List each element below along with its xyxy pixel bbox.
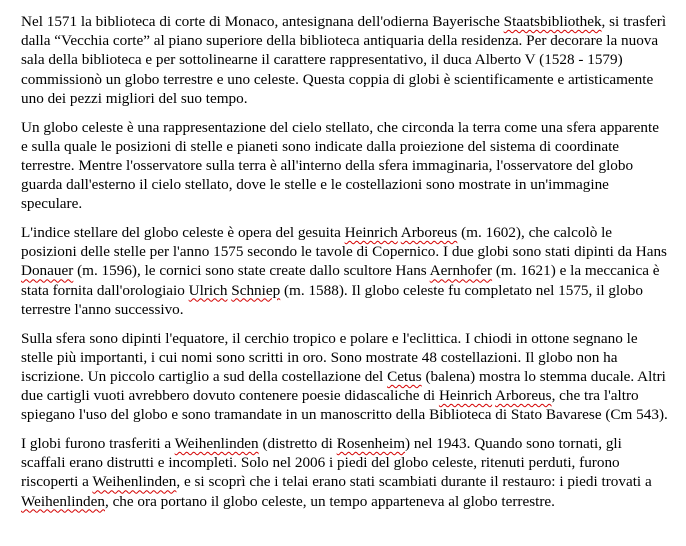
- paragraph-text: (m. 1596), le cornici sono state create dallo scultore Hans: [73, 262, 430, 280]
- document-body[interactable]: [21, 12, 669, 520]
- paragraph-text: Un globo celeste è una rappresentazione del cielo stellato, che circonda la terra come una sfera apparente e sulla quale le posizioni di stelle e pianeti sono indicate dalla proiezione del sistema di coordinate terrestre. Mentre l'osservatore sulla terra è all'interno della sfera immaginaria, l'osservatore del globo guarda dall'esterno il cielo stellato, dove le stelle e le costellazioni sono mostrate in un'immagine speculare.: [21, 118, 659, 213]
- document-paragraph: [21, 329, 669, 425]
- misspelled-word: Ulrich: [188, 281, 228, 299]
- paragraph-text: Sulla sfera sono dipinti l'equatore, il cerchio tropico e polare e l'eclittica. I chiodi in ottone segnano le stelle più importanti, i cui nomi sono scritti in oro. Sono mostrate 48 costellazioni. Il globo non ha iscrizione. Un piccolo cartiglio a sud della costellazione del: [21, 329, 638, 385]
- paragraph-text: (m. 1621) e la meccanica è stata fornita dall'orologiaio: [21, 262, 660, 299]
- misspelled-word: Arboreus: [400, 224, 458, 242]
- misspelled-word: Heinrich: [438, 387, 493, 405]
- misspelled-word: Weihenlinden: [21, 492, 105, 510]
- paragraph-text: I globi furono trasferiti a: [21, 435, 175, 453]
- paragraph-text: Nel 1571 la biblioteca di corte di Monaco, antesignana dell'odierna Bayerische: [21, 13, 504, 30]
- document-paragraph: [21, 223, 669, 319]
- document-paragraph: [21, 118, 669, 214]
- paragraph-text: , che tra l'altro spiegano l'uso del globo e sono tramandate in un manoscritto della Biblioteca di Stato Bavarese (Cm 543).: [21, 387, 668, 424]
- misspelled-word: Aernhofer: [429, 262, 493, 280]
- misspelled-word: Staatsbibliothek: [503, 13, 602, 30]
- document-paragraph: [21, 12, 669, 108]
- paragraph-text: ) nel 1943. Quando sono tornati, gli scaffali erano distrutti e incompleti. Solo nel 2006 i piedi del globo celeste, ritenuti perduti, furono riscoperti a: [21, 435, 622, 491]
- misspelled-word: Heinrich: [344, 224, 398, 242]
- misspelled-word: Weihenlinden: [92, 473, 177, 491]
- misspelled-word: Donauer: [21, 262, 74, 280]
- misspelled-word: Schniep: [231, 281, 281, 299]
- paragraph-text: (distretto di: [258, 435, 337, 453]
- paragraph-text: , si trasferì dalla “Vecchia corte” al piano superiore della biblioteca antiquaria della residenza. Per decorare la nuova sala della biblioteca e per sottolinearne il carattere rappresentativo, il duca Alberto V (1528 - 1579) commissionò un globo terrestre e uno celeste. Questa coppia di globi è scientificamente e artisticamente uno dei pezzi migliori del suo tempo.: [21, 13, 667, 107]
- document-paragraph: [21, 434, 669, 511]
- misspelled-word: Arboreus: [495, 387, 552, 405]
- misspelled-word: Weihenlinden: [174, 435, 259, 453]
- paragraph-text: (m. 1588). Il globo celeste fu completato nel 1575, il globo terrestre l'anno successivo.: [21, 281, 643, 318]
- paragraph-text: , e si scoprì che i telai erano stati scambiati durante il restauro: i piedi trovati a: [176, 473, 652, 491]
- paragraph-text: L'indice stellare del globo celeste è opera del gesuita: [21, 224, 345, 242]
- misspelled-word: Rosenheim: [336, 435, 406, 453]
- paragraph-text: (balena) mostra lo stemma ducale. Altri due cartigli vuoti avrebbero dovuto contenere poesie didascaliche di: [21, 367, 666, 405]
- paragraph-text: (m. 1602), che calcolò le posizioni delle stelle per l'anno 1575 secondo le tavole di Copernico. I due globi sono stati dipinti da Hans: [21, 224, 667, 261]
- paragraph-text: , che ora portano il globo celeste, un tempo apparteneva al globo terrestre.: [104, 492, 555, 510]
- misspelled-word: Cetus: [387, 367, 422, 385]
